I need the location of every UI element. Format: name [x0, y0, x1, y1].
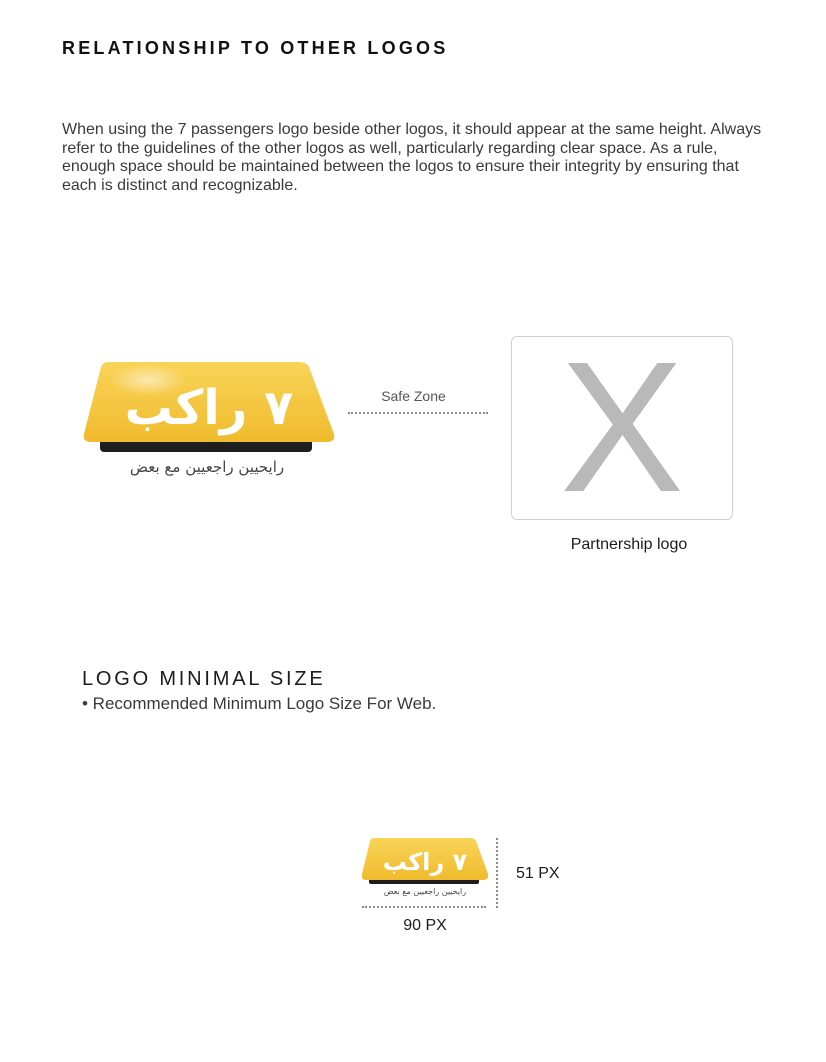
- width-dimension-label: 90 PX: [403, 917, 447, 934]
- partner-logo-placeholder: X: [559, 324, 685, 531]
- logo-tagline: رايحيين راجعيين مع بعض: [129, 458, 285, 476]
- partner-logo-caption: Partnership logo: [570, 536, 688, 553]
- height-dimension-label: 51 PX: [516, 865, 560, 882]
- logo-wordmark: ٧ راكب: [124, 380, 294, 436]
- width-dimension-line: [362, 906, 486, 908]
- minimal-size-bullet: • Recommended Minimum Logo Size For Web.: [82, 694, 437, 713]
- brand-logo: [82, 356, 336, 480]
- logo-wordmark: ٧ راكب: [382, 848, 468, 876]
- safe-zone-label: Safe Zone: [381, 388, 446, 404]
- safe-zone-line: [348, 412, 488, 414]
- height-dimension-line: [496, 838, 498, 908]
- minimal-size-heading: LOGO MINIMAL SIZE: [82, 668, 326, 690]
- brand-logo-small: [361, 836, 489, 900]
- logo-tagline: رايحيين راجعيين مع بعض: [383, 887, 467, 896]
- intro-paragraph: When using the 7 passengers logo beside other logos, it should appear at the same height. Always refer to the guidelines of the other logos as well, particularly regarding clear space. As a rule, enough space should be maintained between the logos to ensure their integrity by ensuring that each is distinct and recognizable.: [62, 121, 762, 194]
- section-heading: RELATIONSHIP TO OTHER LOGOS: [62, 38, 449, 58]
- partner-logo-frame: [511, 324, 733, 531]
